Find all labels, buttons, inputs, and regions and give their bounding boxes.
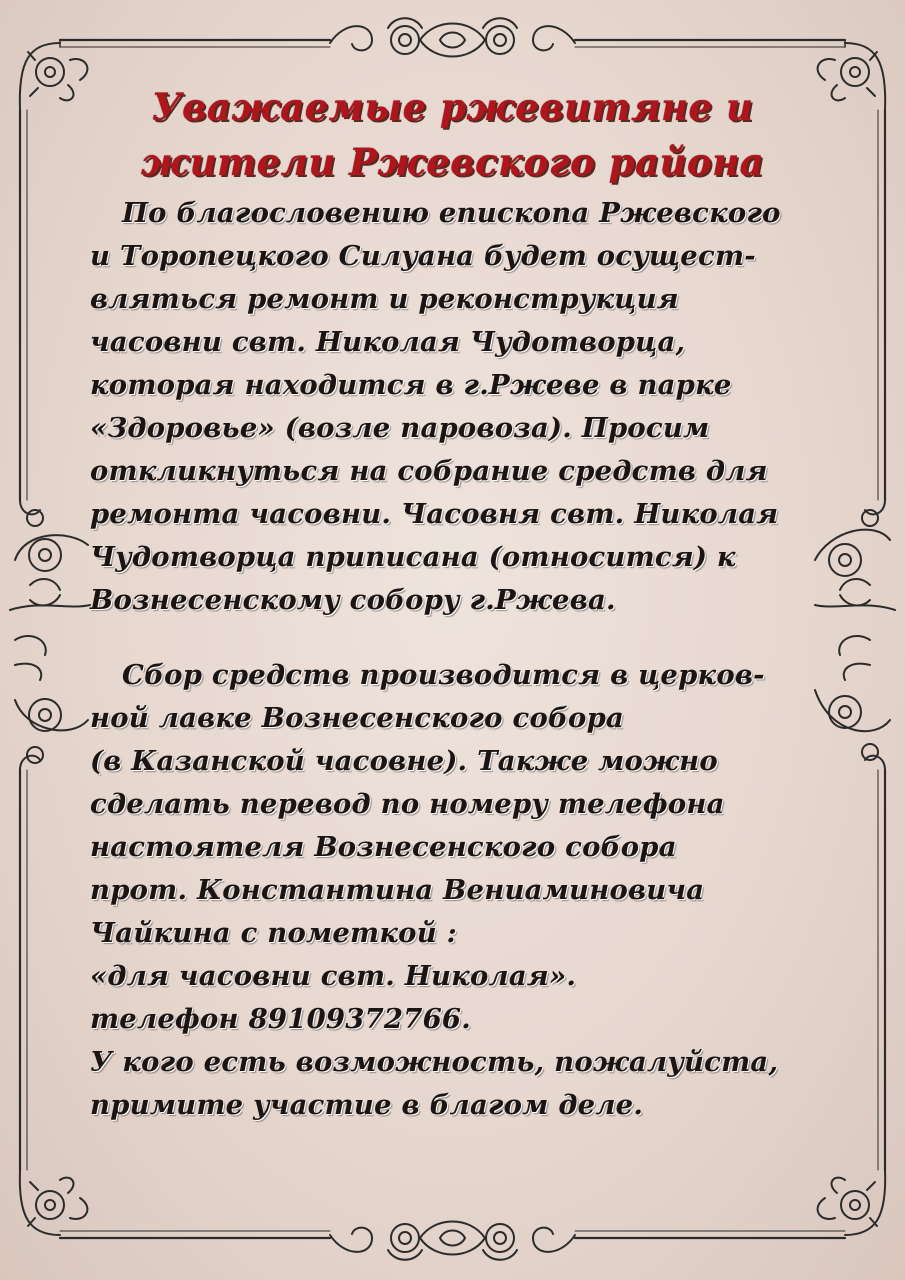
text-line: и Торопецкого Силуана будет осущест-	[90, 240, 756, 272]
right-middle-ornament	[815, 500, 895, 770]
text-line: часовни свт. Николая Чудотворца,	[90, 326, 686, 358]
corner-bottom-right	[818, 1170, 886, 1235]
bottom-center-ornament	[330, 1222, 575, 1260]
text-line: вляться ремонт и реконструкция	[90, 283, 679, 315]
text-line: (в Казанской часовне). Также можно	[90, 745, 718, 777]
text-line: «Здоровье» (возле паровоза). Просим	[90, 412, 710, 444]
text-line: ремонта часовни. Часовня свт. Николая	[90, 498, 779, 530]
text-line: ной лавке Вознесенского собора	[90, 702, 625, 734]
left-middle-ornament	[10, 500, 90, 770]
text-line: Сбор средств производится в церков-	[122, 659, 765, 691]
corner-bottom-left	[20, 1170, 88, 1235]
heading-line-2: жители Ржевского района	[140, 140, 765, 184]
heading-line-1: Уважаемые ржевитяне и	[151, 85, 754, 129]
text-line: «для часовни свт. Николая».	[90, 960, 577, 992]
text-line: примите участие в благом деле.	[90, 1089, 644, 1121]
text-line: которая находится в г.Ржеве в парке	[90, 369, 732, 401]
text-line: По благословению епископа Ржевского	[122, 197, 781, 229]
text-line: настоятеля Вознесенского собора	[90, 831, 677, 863]
text-line: Чудотворца приписана (относится) к	[90, 541, 736, 573]
phone-number: телефон 89109372766.	[90, 1003, 472, 1035]
text-line: У кого есть возможность, пожалуйста,	[90, 1046, 779, 1078]
text-line: откликнуться на собрание средств для	[90, 455, 768, 487]
top-center-ornament	[330, 18, 575, 56]
text-line: прот. Константина Вениаминовича	[90, 874, 705, 906]
text-line: сделать перевод по номеру телефона	[90, 788, 725, 820]
text-line: Вознесенскому собору г.Ржева.	[90, 584, 616, 616]
text-line: Чайкина с пометкой :	[90, 917, 458, 949]
